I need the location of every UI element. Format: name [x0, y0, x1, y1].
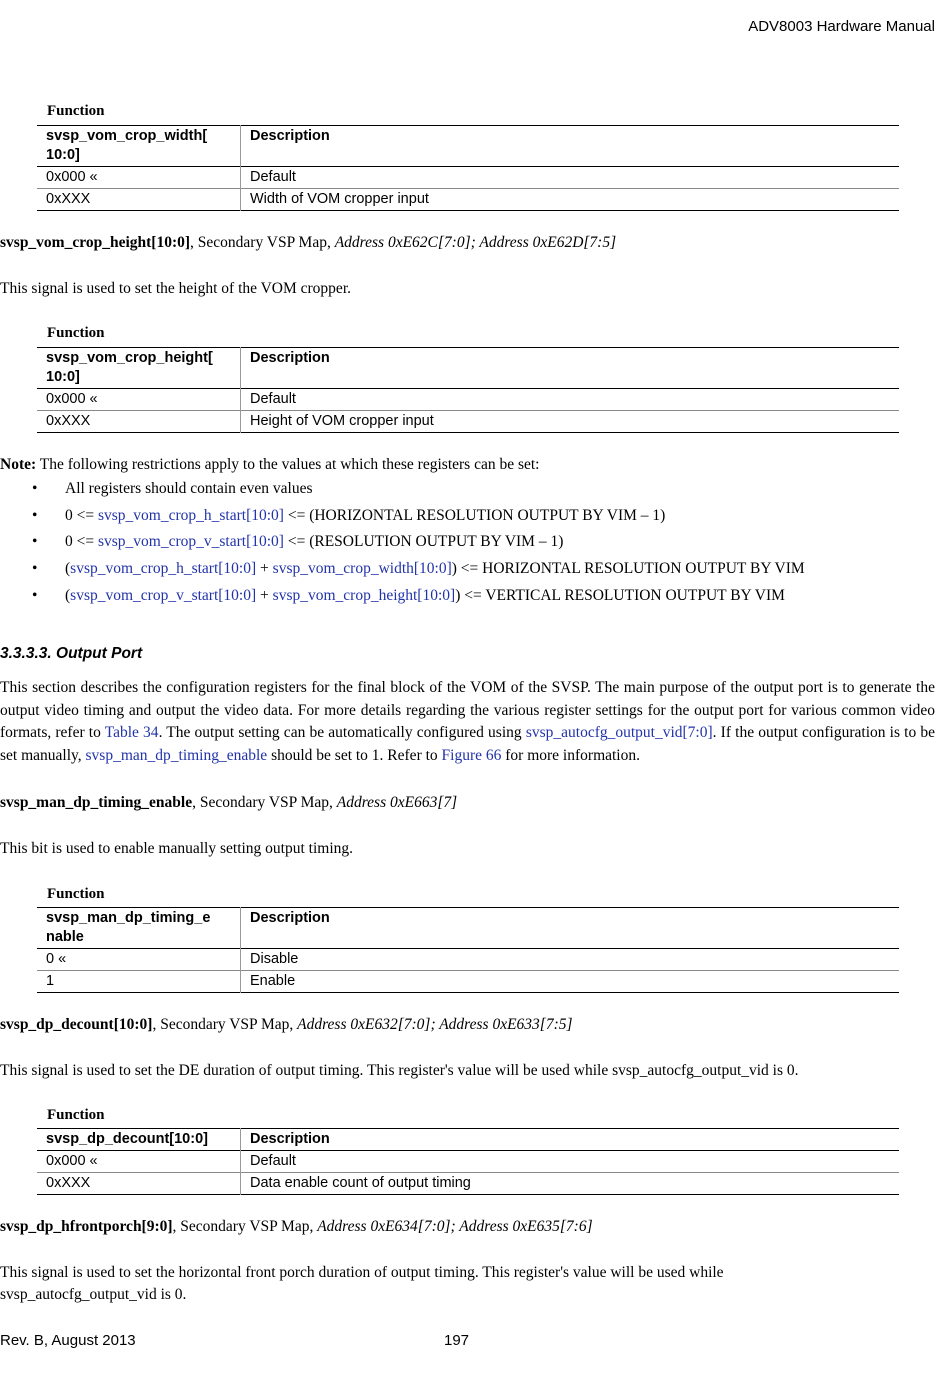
table-header-register: svsp_dp_decount[10:0]	[37, 1129, 241, 1151]
table-cell-value: 0x000 «	[37, 1151, 241, 1173]
table-header-register: svsp_vom_crop_width[ 10:0]	[37, 126, 241, 167]
paragraph-text: . If the output configuration is to be set manually,	[0, 724, 936, 765]
register-map: , Secondary VSP Map,	[190, 234, 335, 251]
register-link[interactable]: svsp_vom_crop_v_start[10:0]	[70, 586, 257, 604]
note-label: Note:	[0, 456, 37, 473]
table-function-label: Function	[47, 103, 105, 119]
table-row	[37, 1151, 899, 1173]
bullet-icon: •	[32, 560, 38, 578]
table-row	[37, 971, 899, 993]
list-item-text: <= (HORIZONTAL RESOLUTION OUTPUT BY VIM – 1)	[283, 506, 666, 524]
register-description: This signal is used to set the DE duration of output timing. This register's value will be used while svsp_autocfg_output_vid is 0.	[0, 1062, 799, 1079]
register-link[interactable]: svsp_autocfg_output_vid[7:0]	[525, 724, 713, 742]
paragraph-text: should be set to 1. Refer to	[267, 747, 442, 765]
table-cell-value: 0xXXX	[37, 411, 241, 433]
register-map: , Secondary VSP Map,	[152, 1016, 298, 1033]
bullet-icon: •	[32, 480, 38, 497]
table-link[interactable]: Table 34	[104, 724, 159, 742]
register-table-decount	[37, 1128, 899, 1195]
register-description-continued: svsp_autocfg_output_vid is 0.	[0, 1286, 187, 1303]
register-link[interactable]: svsp_man_dp_timing_enable	[85, 747, 268, 765]
list-item-text: 0 <=	[65, 533, 98, 551]
list-item-text: +	[256, 560, 273, 578]
register-description: This bit is used to enable manually setting output timing.	[0, 840, 354, 857]
note-text: The following restrictions apply to the values at which these registers can be set:	[36, 456, 540, 473]
list-item	[0, 478, 805, 505]
list-item	[0, 585, 805, 612]
table-cell-desc: Enable	[250, 973, 296, 989]
table-row	[37, 189, 899, 211]
register-link[interactable]: svsp_vom_crop_h_start[10:0]	[97, 506, 284, 524]
list-item-text: (	[65, 560, 71, 578]
table-header-row	[37, 908, 899, 949]
table-row	[37, 411, 899, 433]
table-cell-value: 0xXXX	[37, 189, 241, 211]
register-name: svsp_dp_hfrontporch[9:0]	[0, 1218, 173, 1235]
table-function-label: Function	[47, 1107, 105, 1123]
register-map: , Secondary VSP Map,	[172, 1218, 318, 1235]
footer-page-number: 197	[444, 1332, 470, 1349]
list-item-text: +	[256, 586, 273, 604]
paragraph-text: This section describes the configuration registers for the final block of the VOM of the SVSP. The main purpose of the output port is to generate the output video timing and output the video data. For more details regarding the various register settings for the output port for various common video formats, refer to	[0, 679, 935, 742]
table-row	[37, 389, 899, 411]
table-cell-desc: Disable	[250, 951, 299, 967]
section-heading: 3.3.3.3. Output Port	[0, 645, 143, 662]
list-item-text: 0 <=	[65, 506, 98, 524]
note-paragraph	[0, 454, 935, 477]
list-item-text: ) <= HORIZONTAL RESOLUTION OUTPUT BY VIM	[451, 560, 805, 578]
restriction-list	[0, 478, 805, 611]
register-address: Address 0xE634[7:0]; Address 0xE635[7:6]	[317, 1218, 593, 1235]
register-table-crop-width	[37, 125, 899, 211]
register-address: Address 0xE632[7:0]; Address 0xE633[7:5]	[297, 1016, 573, 1033]
table-function-label: Function	[47, 325, 105, 341]
table-header-description: Description	[250, 1131, 330, 1147]
table-cell-value: 0x000 «	[37, 167, 241, 189]
register-map: , Secondary VSP Map,	[192, 794, 337, 811]
register-heading-man-dp	[0, 792, 935, 815]
register-link[interactable]: svsp_vom_crop_height[10:0]	[272, 586, 456, 604]
table-header-description: Description	[250, 910, 330, 926]
register-description: This signal is used to set the height of the VOM cropper.	[0, 280, 351, 297]
table-header-row	[37, 126, 899, 167]
bullet-icon: •	[32, 533, 38, 551]
register-link[interactable]: svsp_vom_crop_width[10:0]	[272, 560, 452, 578]
table-function-label: Function	[47, 886, 105, 902]
register-name: svsp_dp_decount[10:0]	[0, 1016, 153, 1033]
paragraph-text: for more information.	[501, 747, 640, 765]
list-item	[0, 531, 805, 558]
list-item-text: (	[65, 586, 71, 604]
table-cell-desc: Height of VOM cropper input	[250, 413, 434, 429]
list-item	[0, 505, 805, 532]
table-row	[37, 1173, 899, 1195]
register-name: svsp_vom_crop_height[10:0]	[0, 234, 191, 251]
table-row	[37, 949, 899, 971]
table-row	[37, 167, 899, 189]
list-item-text: <= (RESOLUTION OUTPUT BY VIM – 1)	[283, 533, 564, 551]
bullet-icon: •	[32, 506, 38, 524]
register-heading-hfrontporch	[0, 1216, 935, 1239]
bullet-icon: •	[32, 586, 38, 604]
register-table-man-dp	[37, 907, 899, 993]
list-item	[0, 558, 805, 585]
table-cell-desc: Data enable count of output timing	[250, 1175, 471, 1191]
table-header-row	[37, 348, 899, 389]
table-cell-value: 0x000 «	[37, 389, 241, 411]
document-header-title: ADV8003 Hardware Manual	[748, 18, 935, 35]
register-address: Address 0xE663[7]	[336, 794, 458, 811]
table-header-description: Description	[250, 350, 330, 366]
register-address: Address 0xE62C[7:0]; Address 0xE62D[7:5]	[334, 234, 617, 251]
register-link[interactable]: svsp_vom_crop_h_start[10:0]	[70, 560, 257, 578]
register-heading-decount	[0, 1014, 935, 1037]
paragraph-text: . The output setting can be automatically configured using	[158, 724, 526, 742]
table-header-description: Description	[250, 128, 330, 144]
figure-link[interactable]: Figure 66	[441, 747, 502, 765]
register-heading-crop-height	[0, 232, 935, 255]
list-item-text: ) <= VERTICAL RESOLUTION OUTPUT BY VIM	[455, 586, 785, 604]
table-cell-value: 0 «	[37, 949, 241, 971]
table-cell-desc: Width of VOM cropper input	[250, 191, 429, 207]
list-item-text: All registers should contain even values	[65, 480, 313, 497]
footer-revision: Rev. B, August 2013	[0, 1332, 136, 1349]
register-description: This signal is used to set the horizontal front porch duration of output timing. This register's value will be used while	[0, 1264, 724, 1281]
table-header-row	[37, 1129, 899, 1151]
register-table-crop-height	[37, 347, 899, 433]
table-cell-value: 1	[37, 971, 241, 993]
register-name: svsp_man_dp_timing_enable	[0, 794, 193, 811]
table-header-register: svsp_vom_crop_height[ 10:0]	[37, 348, 241, 389]
table-cell-desc: Default	[250, 169, 296, 185]
register-link[interactable]: svsp_vom_crop_v_start[10:0]	[97, 533, 284, 551]
table-cell-desc: Default	[250, 391, 296, 407]
section-paragraph	[0, 677, 935, 768]
table-cell-value: 0xXXX	[37, 1173, 241, 1195]
table-cell-desc: Default	[250, 1153, 296, 1169]
table-header-register: svsp_man_dp_timing_e nable	[37, 908, 241, 949]
